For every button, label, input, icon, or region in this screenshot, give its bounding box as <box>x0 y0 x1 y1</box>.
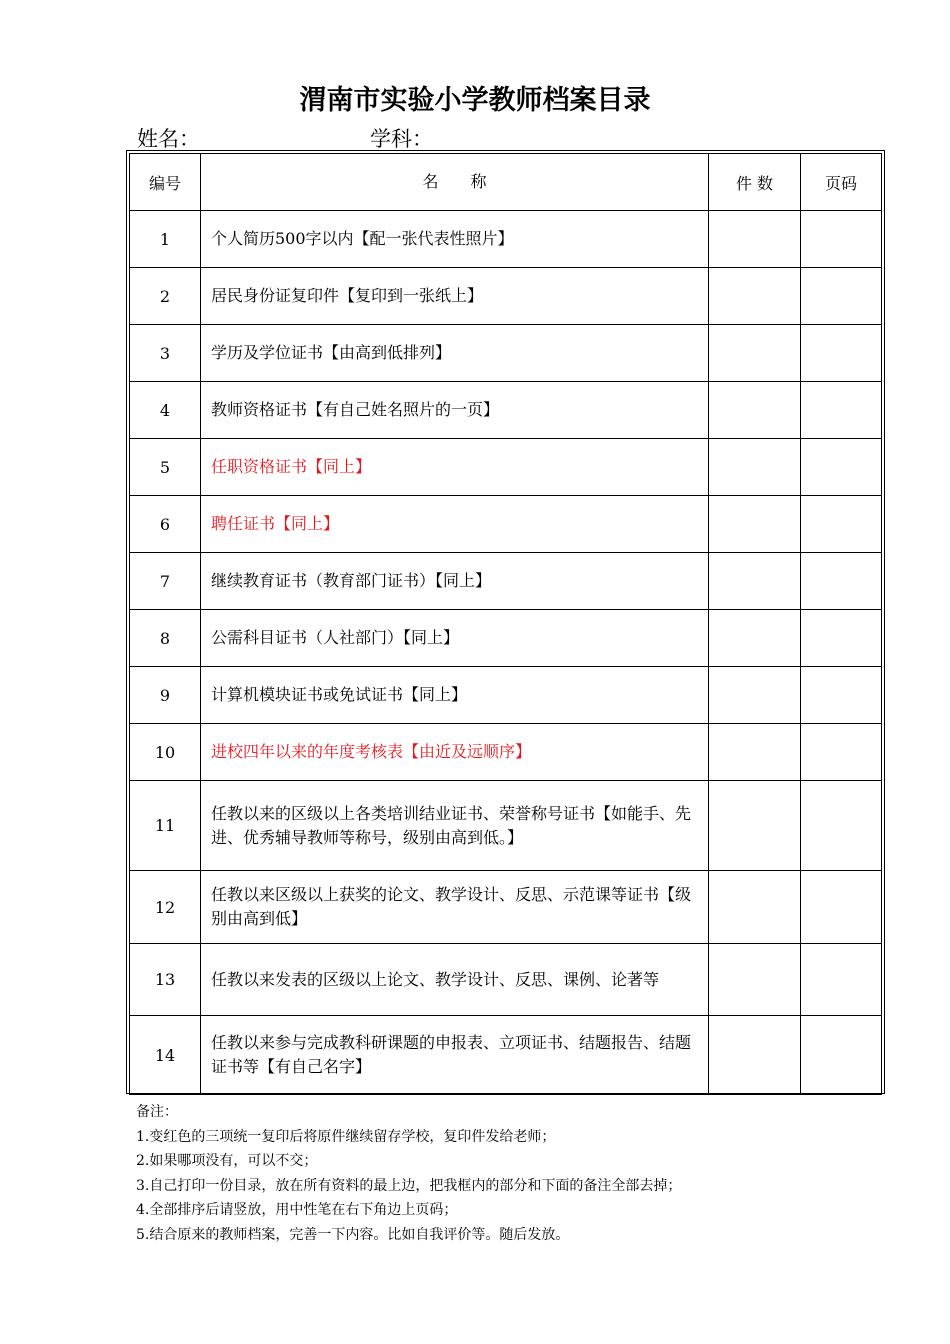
table-row <box>130 724 882 781</box>
table-row <box>130 944 882 1016</box>
table-row <box>130 553 882 610</box>
row-count-cell[interactable] <box>709 211 801 268</box>
row-page-cell[interactable] <box>801 211 882 268</box>
row-name: 计算机模块证书或免试证书【同上】 <box>201 667 709 724</box>
row-page-cell[interactable] <box>801 382 882 439</box>
row-count-cell[interactable] <box>709 382 801 439</box>
row-num: 7 <box>130 553 201 610</box>
row-name: 个人简历500字以内【配一张代表性照片】 <box>201 211 709 268</box>
table-row <box>130 268 882 325</box>
table-row <box>130 781 882 871</box>
row-count-cell[interactable] <box>709 781 801 871</box>
row-num: 12 <box>130 871 201 944</box>
row-num: 4 <box>130 382 201 439</box>
row-name: 聘任证书【同上】 <box>201 496 709 553</box>
row-count-cell[interactable] <box>709 553 801 610</box>
row-num: 1 <box>130 211 201 268</box>
row-page-cell[interactable] <box>801 724 882 781</box>
note-item: 5.结合原来的教师档案，完善一下内容。比如自我评价等。随后发放。 <box>136 1226 570 1243</box>
page-title: 渭南市实验小学教师档案目录 <box>299 85 651 116</box>
name-label: 姓名： <box>137 127 200 151</box>
table-row <box>130 439 882 496</box>
row-page-cell[interactable] <box>801 781 882 871</box>
table-row <box>130 325 882 382</box>
table-header-row <box>130 154 882 211</box>
row-num: 14 <box>130 1016 201 1095</box>
row-page-cell[interactable] <box>801 553 882 610</box>
row-page-cell[interactable] <box>801 439 882 496</box>
row-count-cell[interactable] <box>709 439 801 496</box>
row-name: 任教以来区级以上获奖的论文、教学设计、反思、示范课等证书【级别由高到低】 <box>201 871 709 944</box>
table-row <box>130 610 882 667</box>
row-num: 9 <box>130 667 201 724</box>
row-count-cell[interactable] <box>709 325 801 382</box>
note-item: 1.变红色的三项统一复印后将原件继续留存学校，复印件发给老师； <box>136 1128 556 1145</box>
row-page-cell[interactable] <box>801 268 882 325</box>
row-count-cell[interactable] <box>709 944 801 1016</box>
subject-label: 学科： <box>370 127 433 151</box>
table-body <box>130 211 882 1095</box>
table-row <box>130 382 882 439</box>
row-name: 学历及学位证书【由高到低排列】 <box>201 325 709 382</box>
note-item: 2.如果哪项没有，可以不交； <box>136 1153 318 1169</box>
notes-heading: 备注： <box>136 1104 178 1120</box>
row-num: 8 <box>130 610 201 667</box>
catalog-table-frame <box>126 150 885 1094</box>
row-page-cell[interactable] <box>801 1016 882 1095</box>
table-row <box>130 1016 882 1095</box>
row-name: 居民身份证复印件【复印到一张纸上】 <box>201 268 709 325</box>
row-name: 任教以来发表的区级以上论文、教学设计、反思、课例、论著等 <box>201 944 709 1016</box>
note-item: 3.自己打印一份目录，放在所有资料的最上边，把我框内的部分和下面的备注全部去掉； <box>136 1177 682 1194</box>
row-count-cell[interactable] <box>709 610 801 667</box>
notes-list <box>136 1125 681 1248</box>
table-row <box>130 211 882 268</box>
header-num: 编号 <box>130 154 201 211</box>
row-num: 10 <box>130 724 201 781</box>
row-page-cell[interactable] <box>801 871 882 944</box>
row-name: 任职资格证书【同上】 <box>201 439 709 496</box>
row-name: 任教以来参与完成教科研课题的申报表、立项证书、结题报告、结题证书等【有自己名字】 <box>201 1016 709 1095</box>
row-page-cell[interactable] <box>801 944 882 1016</box>
table-row <box>130 871 882 944</box>
row-name: 任教以来的区级以上各类培训结业证书、荣誉称号证书【如能手、先进、优秀辅导教师等称号，级别由高到低。】 <box>201 781 709 871</box>
row-page-cell[interactable] <box>801 496 882 553</box>
row-count-cell[interactable] <box>709 724 801 781</box>
note-item: 4.全部排序后请竖放，用中性笔在右下角边上页码； <box>136 1202 458 1218</box>
row-page-cell[interactable] <box>801 325 882 382</box>
row-count-cell[interactable] <box>709 496 801 553</box>
row-num: 13 <box>130 944 201 1016</box>
row-name: 继续教育证书（教育部门证书）【同上】 <box>201 553 709 610</box>
row-page-cell[interactable] <box>801 610 882 667</box>
row-num: 6 <box>130 496 201 553</box>
row-num: 3 <box>130 325 201 382</box>
row-count-cell[interactable] <box>709 871 801 944</box>
row-num: 2 <box>130 268 201 325</box>
row-num: 5 <box>130 439 201 496</box>
catalog-table <box>129 153 882 1095</box>
row-name: 公需科目证书（人社部门）【同上】 <box>201 610 709 667</box>
table-row <box>130 496 882 553</box>
table-row <box>130 667 882 724</box>
header-count: 件 数 <box>709 154 801 211</box>
row-count-cell[interactable] <box>709 1016 801 1095</box>
row-name: 进校四年以来的年度考核表【由近及远顺序】 <box>201 724 709 781</box>
header-name: 名 称 <box>201 154 709 211</box>
row-page-cell[interactable] <box>801 667 882 724</box>
row-name: 教师资格证书【有自己姓名照片的一页】 <box>201 382 709 439</box>
header-page: 页码 <box>801 154 882 211</box>
row-count-cell[interactable] <box>709 268 801 325</box>
row-count-cell[interactable] <box>709 667 801 724</box>
row-num: 11 <box>130 781 201 871</box>
notes <box>136 1100 681 1247</box>
